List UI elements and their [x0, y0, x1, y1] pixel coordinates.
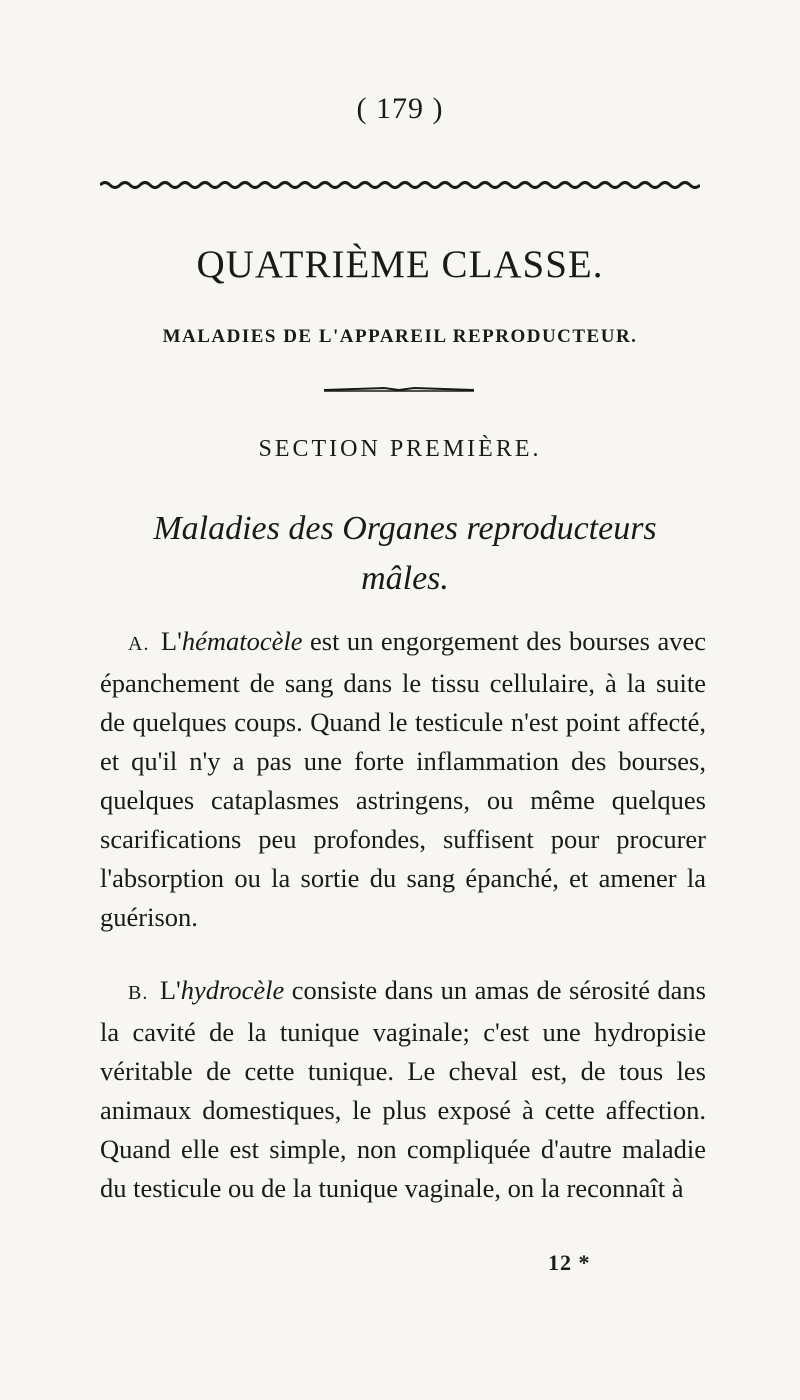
paragraph-term: hydrocèle — [180, 975, 285, 1005]
paragraph-article: L' — [160, 626, 182, 656]
paragraph-b — [100, 971, 706, 1208]
paragraph-text: consiste dans un amas de sérosité dans la cavité de la tunique vaginale; c'est une hydropisie véritable de cette tunique. Le cheval est, de tous les animaux domestiques, le plus exposé à cette affection. Quand elle est simple, non compliquée d'autre maladie du testicule ou de la tunique vaginale, on la reconnaît à — [100, 975, 706, 1203]
section-divider-rule — [324, 386, 474, 394]
class-subtitle: MALADIES DE L'APPAREIL REPRODUCTEUR. — [162, 326, 638, 347]
paragraph-text: est un engorgement des bourses avec épanchement de sang dans le tissu cellulaire, à la suite de quelques coups. Quand le testicule n'est point affecté, et qu'il n'y a pas une forte inflammation des bourses, quelques cataplasmes astringens, ou même quelques scarifications peu profondes, suffisent pour procurer l'absorption ou la sortie du sang épanché, et amener la guérison. — [100, 626, 706, 932]
paragraph-letter: B. — [128, 982, 149, 1004]
class-title: QUATRIÈME CLASSE. — [196, 243, 604, 286]
paragraph-letter: A. — [128, 633, 150, 655]
section-subtitle: Maladies des Organes reproducteurs mâles. — [153, 510, 657, 597]
paragraph-term: hématocèle — [181, 626, 303, 656]
section-title: SECTION PREMIÈRE. — [258, 436, 542, 462]
paragraph-article: L' — [159, 975, 181, 1005]
ornamental-wavy-rule — [100, 178, 700, 192]
page-number: ( 179 ) — [356, 92, 444, 125]
paragraph-a — [100, 622, 706, 937]
printer-signature-mark: 12 * — [548, 1250, 591, 1275]
